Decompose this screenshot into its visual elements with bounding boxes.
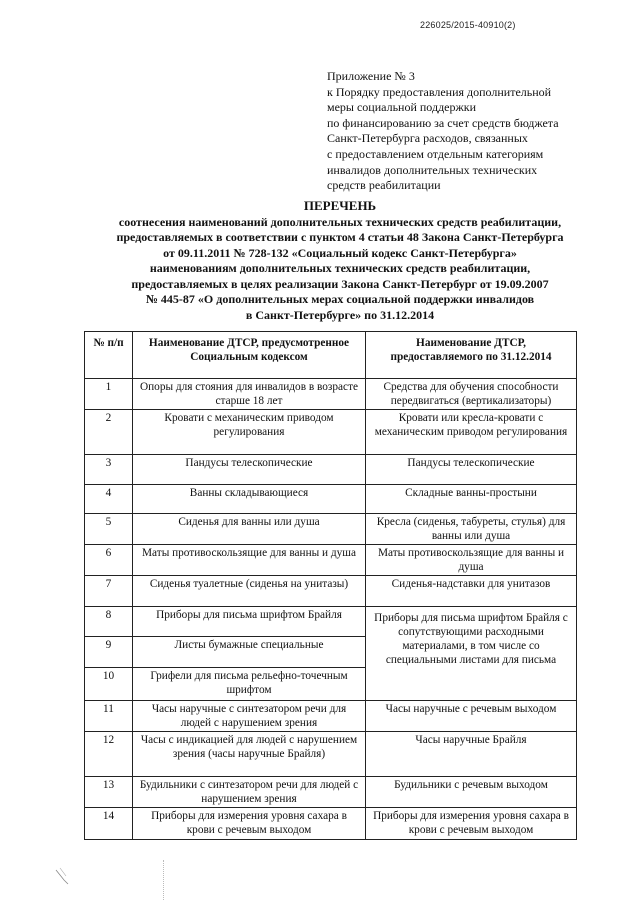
row-num: 12 (85, 732, 133, 777)
row-num: 9 (85, 637, 133, 668)
row-num: 14 (85, 808, 133, 840)
appendix-line: по финансированию за счет средств бюджета (327, 115, 559, 130)
document-title-block (80, 198, 600, 323)
table-row (85, 732, 577, 777)
row-code-name: Сиденья туалетные (сиденья на унитазы) (133, 576, 366, 607)
appendix-line: Санкт-Петербурга расходов, связанных (327, 131, 528, 146)
appendix-line: средств реабилитации (327, 178, 441, 193)
row-code-name: Приборы для измерения уровня сахара в крови с речевым выходом (133, 808, 366, 840)
document-id: 226025/2015-40910(2) (420, 20, 516, 30)
scan-margin-line (163, 860, 165, 900)
row-code-name: Листы бумажные специальные (133, 637, 366, 668)
table-row (85, 455, 577, 485)
subtitle-line: в Санкт-Петербурге» по 31.12.2014 (245, 307, 435, 322)
header-social-code: Наименование ДТСР, предусмотренное Социальным кодексом (133, 332, 366, 379)
table-row (85, 545, 577, 576)
row-code-name: Опоры для стояния для инвалидов в возрасте старше 18 лет (133, 379, 366, 410)
row-prev-name: Сиденья-надставки для унитазов (366, 576, 577, 607)
row-code-name: Часы с индикацией для людей с нарушением зрения (часы наручные Брайля) (133, 732, 366, 777)
subtitle-line: № 445-87 «О дополнительных мерах социальной поддержки инвалидов (145, 292, 535, 306)
subtitle-line: предоставляемых в соответствии с пунктом 4 статьи 48 Закона Санкт-Петербурга (116, 230, 564, 244)
row-prev-name: Складные ванны-простыни (366, 485, 577, 514)
header-num: № п/п (85, 332, 133, 379)
table-row (85, 777, 577, 808)
row-num: 5 (85, 514, 133, 545)
table-row (85, 607, 577, 637)
row-prev-name: Пандусы телескопические (366, 455, 577, 485)
appendix-header (327, 69, 627, 194)
row-code-name: Ванны складывающиеся (133, 485, 366, 514)
row-code-name: Часы наручные с синтезатором речи для людей с нарушением зрения (133, 701, 366, 732)
row-prev-name: Маты противоскользящие для ванны и душа (366, 545, 577, 576)
row-num: 1 (85, 379, 133, 410)
row-prev-name: Приборы для измерения уровня сахара в крови с речевым выходом (366, 808, 577, 840)
row-num: 2 (85, 410, 133, 455)
row-num: 6 (85, 545, 133, 576)
table-header-row (85, 332, 577, 379)
row-code-name: Приборы для письма шрифтом Брайля (133, 607, 366, 637)
table-row (85, 410, 577, 455)
table-row (85, 485, 577, 514)
row-prev-name: Часы наручные с речевым выходом (366, 701, 577, 732)
row-code-name: Сиденья для ванны или душа (133, 514, 366, 545)
appendix-line: инвалидов дополнительных технических (327, 162, 538, 177)
row-num: 11 (85, 701, 133, 732)
appendix-line: Приложение № 3 (327, 69, 415, 83)
subtitle-line: наименованиям дополнительных технических средств реабилитации, (149, 261, 531, 275)
appendix-line: меры социальной поддержки (327, 100, 477, 115)
row-num: 13 (85, 777, 133, 808)
row-code-name: Кровати с механическим приводом регулирования (133, 410, 366, 455)
document-title: ПЕРЕЧЕНЬ (303, 198, 377, 213)
row-prev-name: Средства для обучения способности передвигаться (вертикализаторы) (366, 379, 577, 410)
subtitle-line: предоставляемых в целях реализации Закона Санкт-Петербург от 19.09.2007 (131, 276, 549, 291)
row-code-name: Грифели для письма рельефно-точечным шрифтом (133, 668, 366, 701)
correspondence-table (84, 331, 577, 840)
row-num: 8 (85, 607, 133, 637)
table-row (85, 808, 577, 840)
row-prev-name: Часы наручные Брайля (366, 732, 577, 777)
table-row (85, 514, 577, 545)
row-num: 3 (85, 455, 133, 485)
table-row (85, 576, 577, 607)
header-prev: Наименование ДТСР, предоставляемого по 31.12.2014 (366, 332, 577, 379)
row-code-name: Пандусы телескопические (133, 455, 366, 485)
row-code-name: Будильники с синтезатором речи для людей с нарушением зрения (133, 777, 366, 808)
row-code-name: Маты противоскользящие для ванны и душа (133, 545, 366, 576)
row-num: 4 (85, 485, 133, 514)
row-prev-name: Кресла (сиденья, табуреты, стулья) для ванны или душа (366, 514, 577, 545)
row-prev-name: Будильники с речевым выходом (366, 777, 577, 808)
table-row (85, 379, 577, 410)
pen-mark-icon (54, 866, 76, 888)
table-row (85, 701, 577, 732)
appendix-line: к Порядку предоставления дополнительной (327, 84, 552, 99)
row-num: 10 (85, 668, 133, 701)
subtitle-line: от 09.11.2011 № 728-132 «Социальный кодекс Санкт-Петербурга» (163, 245, 517, 260)
subtitle-line: соотнесения наименований дополнительных технических средств реабилитации, (118, 214, 562, 229)
appendix-line: с предоставлением отдельным категориям (327, 146, 544, 161)
row-prev-name: Кровати или кресла-кровати с механическим приводом регулирования (366, 410, 577, 455)
row-prev-name-merged: Приборы для письма шрифтом Брайля с сопутствующими расходными материалами, в том числе со специальными листами для письма (366, 607, 577, 701)
row-num: 7 (85, 576, 133, 607)
